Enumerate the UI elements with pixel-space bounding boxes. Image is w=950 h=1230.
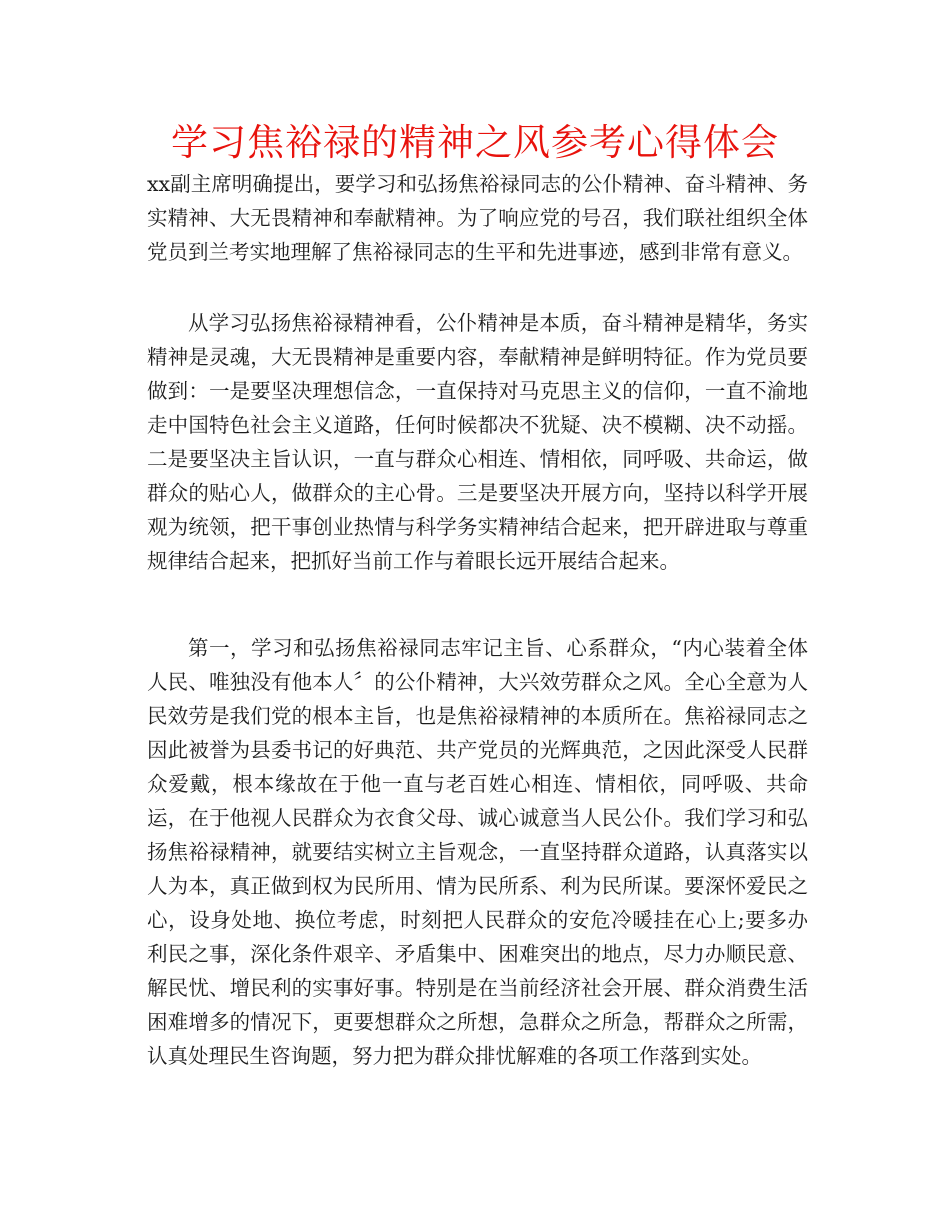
paragraph-party-member-requirements: 从学习弘扬焦裕禄精神看，公仆精神是本质，奋斗精神是精华，务实精神是灵魂，大无畏精神是重要内容，奉献精神是鲜明特征。作为党员要做到：一是要坚决理想信念，一直保持对马克思主义的信仰，一直不渝地走中国特色社会主义道路，任何时候都决不犹疑、决不模糊、决不动摇。二是要坚决主旨认识，一直与群众心相连、情相依，同呼吸、共命运，做群众的贴心人，做群众的主心骨。三是要坚决开展方向，坚持以科学开展观为统领，把干事创业热情与科学务实精神结合起来，把开辟进取与尊重规律结合起来，把抓好当前工作与着眼长远开展结合起来。 (147, 311, 808, 573)
paragraph-first-point: 第一，学习和弘扬焦裕禄同志牢记主旨、心系群众，“内心装着全体人民、唯独没有他本人〞的公仆精神，大兴效劳群众之风。全心全意为人民效劳是我们党的根本主旨，也是焦裕禄精神的本质所在。焦裕禄同志之因此被誉为县委书记的好典范、共产党员的光辉典范，之因此深受人民群众爱戴，根本缘故在于他一直与老百姓心相连、情相依，同呼吸、共命运，在于他视人民群众为衣食父母、诚心诚意当人民公仆。我们学习和弘扬焦裕禄精神，就要结实树立主旨观念，一直坚持群众道路，认真落实以人为本，真正做到权为民所用、情为民所系、利为民所谋。要深怀爱民之心，设身处地、换位考虑，时刻把人民群众的安危冷暖挂在心上;要多办利民之事，深化条件艰辛、矛盾集中、困难突出的地点，尽力办顺民意、解民忧、增民利的实事好事。特别是在当前经济社会开展、群众消费生活困难增多的情况下，更要想群众之所想，急群众之所急，帮群众之所需，认真处理民生咨询题，努力把为群众排忧解难的各项工作落到实处。 (147, 636, 808, 1068)
paragraph-intro: xx副主席明确提出，要学习和弘扬焦裕禄同志的公仆精神、奋斗精神、务实精神、大无畏精神和奉献精神。为了响应党的号召，我们联社组织全体党员到兰考实地理解了焦裕禄同志的生平和先进事迹，感到非常有意义。 (147, 172, 808, 264)
document-title: 学习焦裕禄的精神之风参考心得体会 (171, 121, 779, 164)
